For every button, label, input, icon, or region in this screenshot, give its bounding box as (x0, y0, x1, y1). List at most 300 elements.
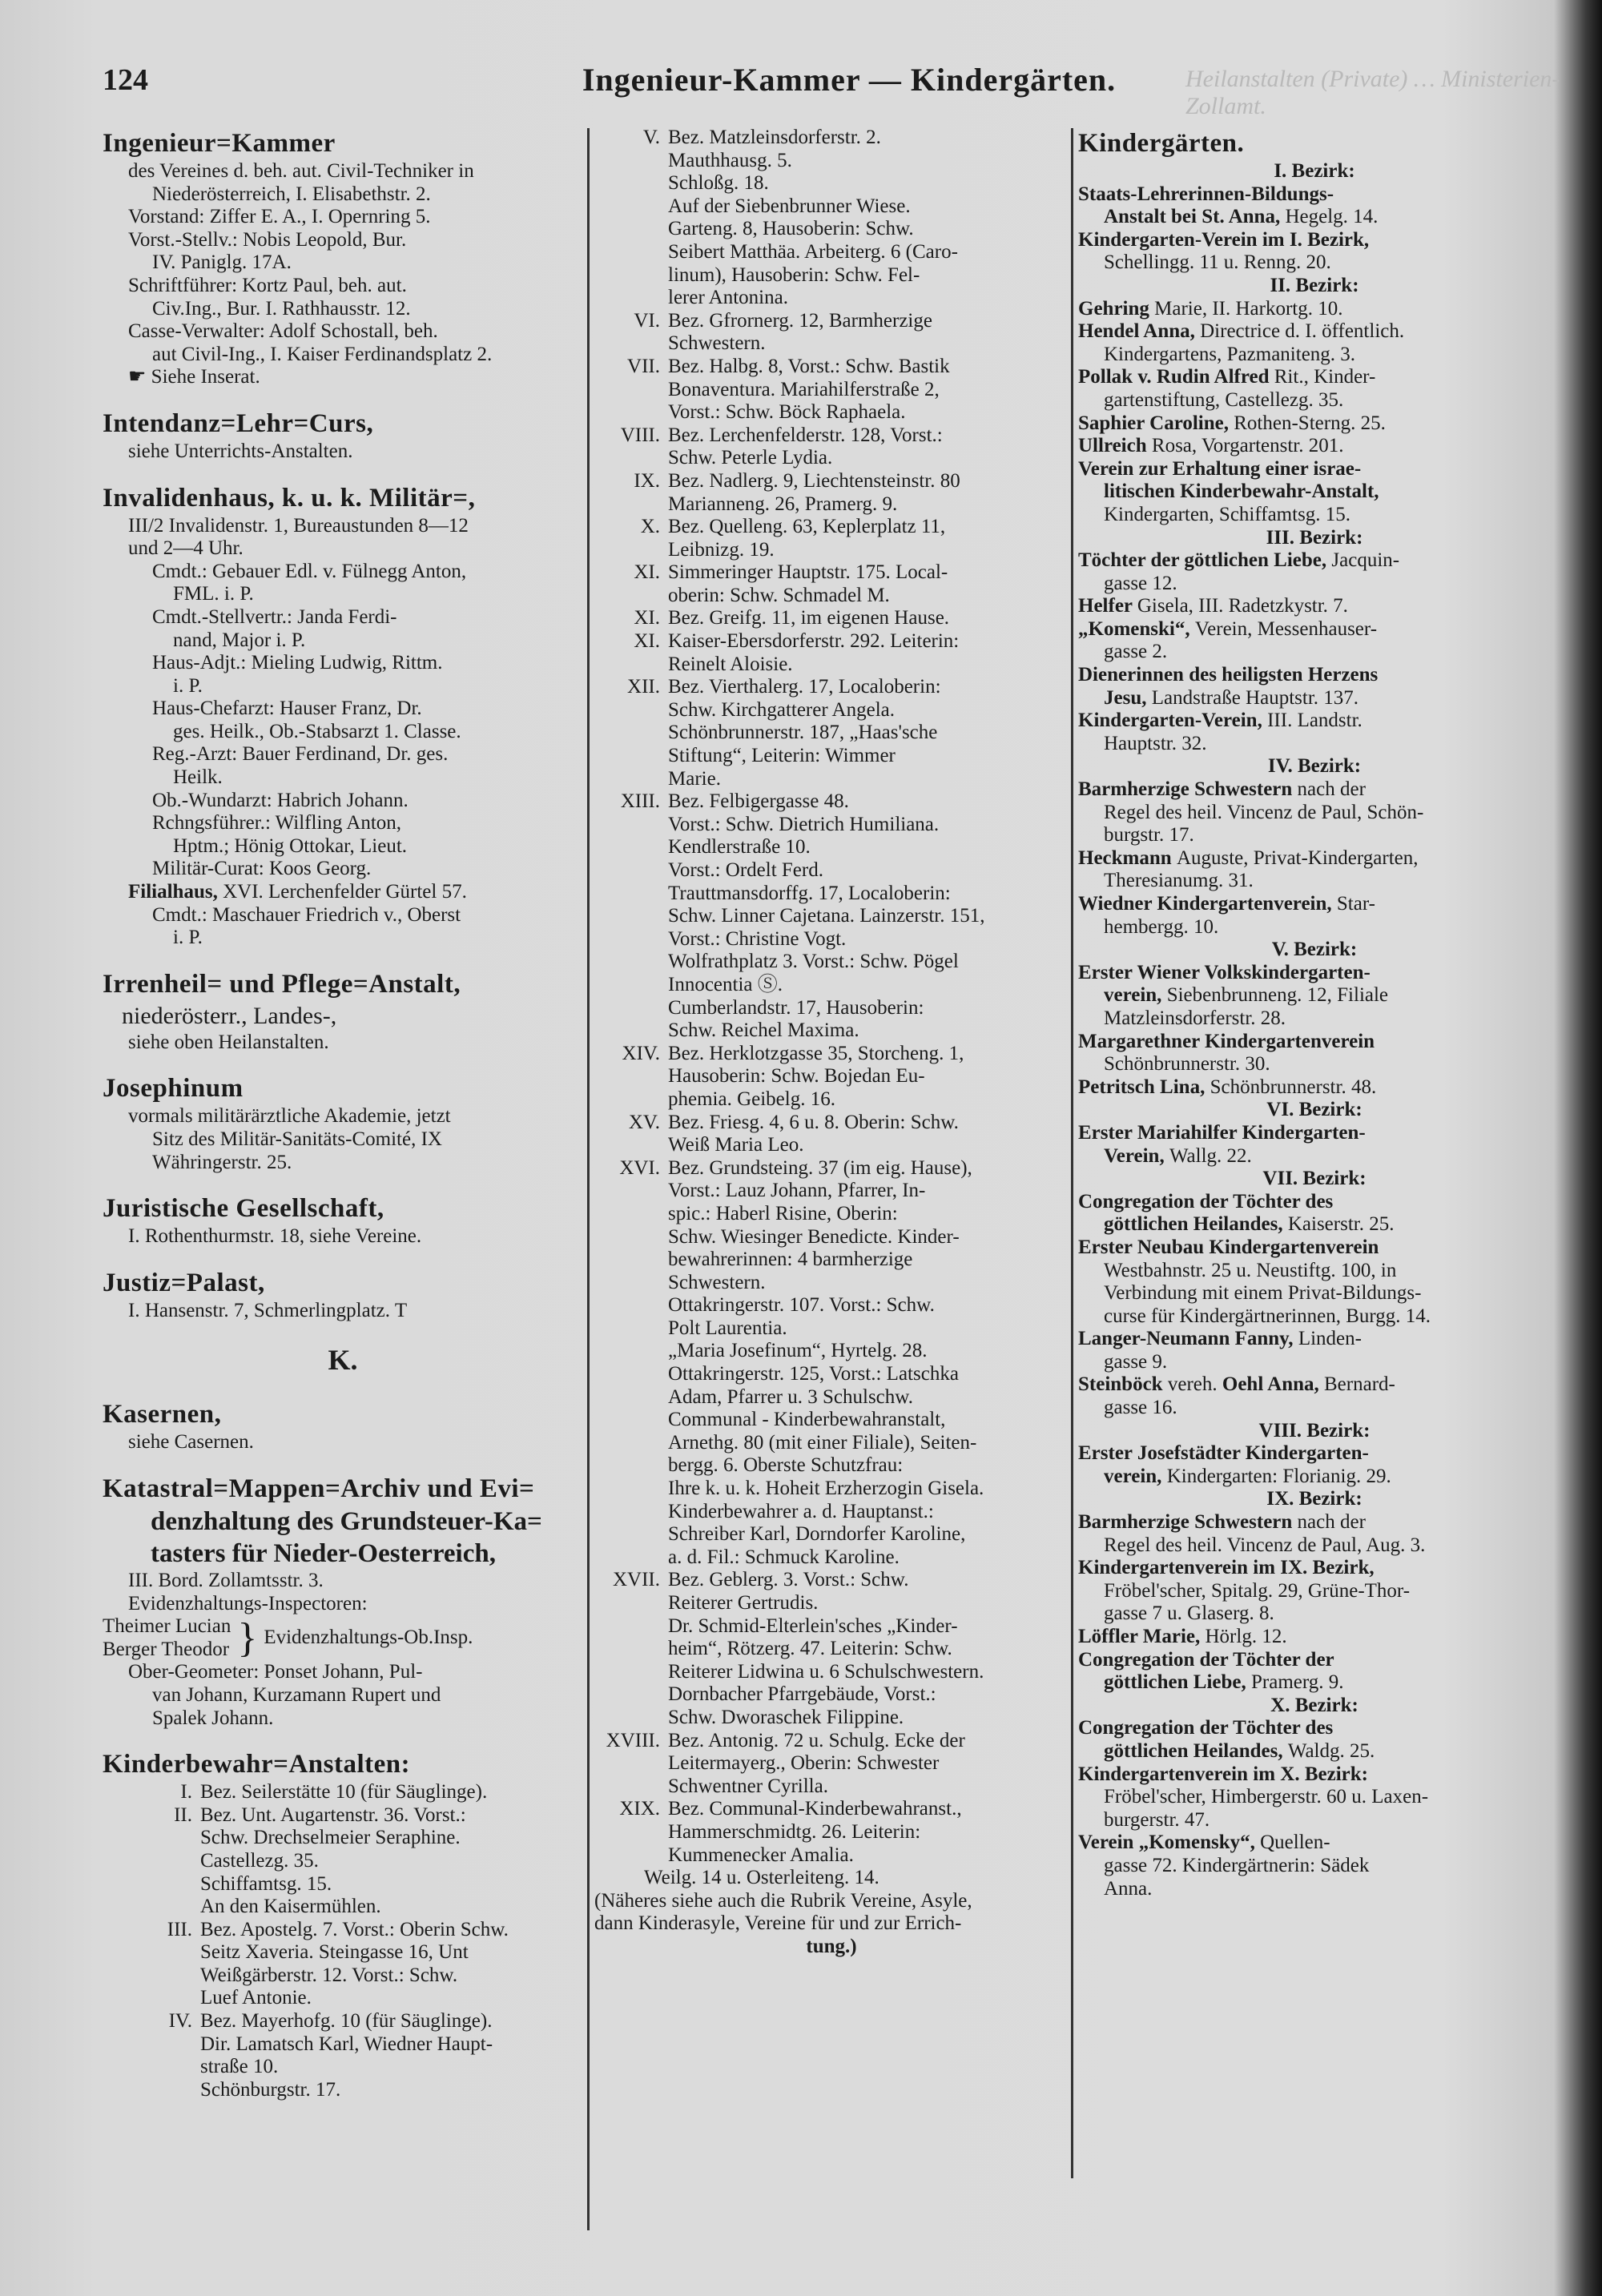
entry-text: X. Bezirk: (1270, 1694, 1358, 1716)
entry-line (594, 883, 1069, 906)
entry-text: Rothen-Sterng. 25. (1234, 412, 1386, 434)
entry-text: Kinderbewahr=Anstalten: (103, 1750, 411, 1779)
entry-text: Seibert Matthäa. Arbeiterg. 6 (Caro- (668, 240, 958, 263)
bold-name: Ullreich (1078, 435, 1152, 457)
district-numeral: XII. (627, 676, 660, 698)
running-header: Ingenieur-Kammer — Kindergärten. (582, 62, 1117, 98)
column-left (103, 127, 583, 2101)
entry-text: Star- (1336, 893, 1375, 915)
entry-line (1078, 1671, 1551, 1695)
district-heading (1078, 1099, 1551, 1122)
entry-line (103, 790, 583, 813)
entry-line (1078, 595, 1551, 618)
bold-name: Erster Neubau Kindergartenverein (1078, 1236, 1379, 1258)
entry-text: Stiftung“, Leiterin: Wimmer (668, 745, 896, 767)
entry-line (103, 515, 583, 538)
entry-text: Schw. Dworaschek Filippine. (668, 1706, 904, 1728)
entry-text: I. Rothenthurmstr. 18, siehe Vereine. (128, 1225, 422, 1248)
entry-text: III. Bord. Zollamtsstr. 3. (128, 1569, 324, 1591)
entry-line (1078, 1260, 1551, 1283)
entry-text: Reg.-Arzt: Bauer Ferdinand, Dr. ges. (152, 743, 449, 766)
entry-text: Schw. Kirchgatterer Angela. (668, 698, 895, 721)
entry-text: Adam, Pfarrer u. 3 Schulschw. (668, 1385, 913, 1408)
entry-text: gasse 72. Kindergärtnerin: Sädek (1104, 1854, 1370, 1876)
spacer (103, 464, 583, 481)
entry-line (594, 1912, 1069, 1936)
entry-line (1078, 1282, 1551, 1305)
entry-line (1078, 1397, 1551, 1420)
entry-line (1078, 1213, 1551, 1236)
entry-text: Kinderbewahrer a. d. Hauptanst.: (668, 1500, 934, 1522)
entry-line (594, 424, 1069, 448)
entry-text: „Maria Josefinum“, Hyrtelg. 28. (668, 1340, 928, 1362)
entry-text: nach der (1297, 1511, 1366, 1534)
entry-text: gasse 12. (1104, 572, 1177, 594)
entry-line (594, 836, 1069, 859)
entry-text: Polt Laurentia. (668, 1317, 787, 1339)
entry-line (594, 470, 1069, 493)
district-heading (1078, 939, 1551, 962)
entry-text: siehe Casernen. (128, 1431, 254, 1454)
entry-text: heim“, Rötzerg. 47. Leiterin: Schw. (668, 1638, 952, 1660)
entry-text: Siebenbrunneng. 12, Filiale (1166, 984, 1389, 1007)
entry-text: Hammerschmidtg. 26. Leiterin: (668, 1820, 921, 1843)
entry-line (103, 1593, 583, 1616)
entry-line (594, 1180, 1069, 1203)
district-numeral: XVIII. (606, 1729, 660, 1751)
entry-text: Invalidenhaus, k. u. k. Militär=, (103, 483, 476, 513)
person-name: Berger Theodor (103, 1638, 230, 1660)
entry-text: Kaiserstr. 25. (1287, 1213, 1395, 1236)
spacer (103, 1322, 583, 1340)
entry-line (1078, 251, 1551, 275)
entry-line (1078, 733, 1551, 756)
entry-line (594, 676, 1069, 699)
entry-text: Fröbel'scher, Himbergerstr. 60 u. Laxen- (1104, 1786, 1429, 1808)
bold-name: Jesu, (1104, 686, 1152, 709)
entry-text: a. d. Fil.: Schmuck Karoline. (668, 1546, 900, 1568)
entry-text: Gisela, III. Radetzkystr. 7. (1137, 595, 1348, 617)
entry-text: Rit., Kinder- (1274, 366, 1376, 388)
entry-line (1078, 1145, 1551, 1168)
entry-line (1078, 664, 1551, 687)
entry-line (1078, 229, 1551, 252)
entry-text: Schwestern. (668, 332, 766, 355)
entry-line (103, 1340, 583, 1380)
entry-line (103, 1941, 583, 1964)
entry-text: gasse 16. (1104, 1397, 1177, 1419)
entry-text: Bez. Seilerstätte 10 (für Säuglinge). (200, 1781, 488, 1803)
entry-text: nach der (1297, 778, 1366, 801)
entry-text: Regel des heil. Vincenz de Paul, Aug. 3. (1104, 1534, 1426, 1556)
entry-line (1078, 1007, 1551, 1031)
entry-line (594, 1249, 1069, 1272)
entry-text: Vorst.-Stellv.: Nobis Leopold, Bur. (128, 228, 407, 251)
entry-text: gasse 2. (1104, 641, 1168, 663)
entry-text: Directrice d. I. öffentlich. (1200, 320, 1405, 343)
entry-line (103, 1615, 583, 1661)
entry-line (594, 264, 1069, 288)
bold-name: göttlichen Heilandes, (1104, 1739, 1288, 1762)
entry-line (594, 1844, 1069, 1868)
entry-line (103, 2010, 583, 2033)
entry-line (1078, 870, 1551, 893)
entry-text: vereh. (1167, 1373, 1222, 1396)
bold-name: Saphier Caroline, (1078, 412, 1234, 434)
entry-line (103, 183, 583, 207)
bold-name: Kindergarten-Verein, (1078, 710, 1268, 732)
entry-line (103, 366, 583, 389)
entry-line (594, 1203, 1069, 1226)
entry-line (1078, 824, 1551, 847)
entry-text: burgerstr. 47. (1104, 1808, 1210, 1831)
entry-text: Schönbrunnerstr. 48. (1210, 1076, 1377, 1098)
entry-line (594, 951, 1069, 974)
bold-name: Verein „Komensky“, (1078, 1832, 1261, 1854)
entry-line (594, 150, 1069, 173)
entry-text: Dir. Lamatsch Karl, Wiedner Haupt- (200, 2033, 493, 2055)
entry-heading (103, 967, 583, 1001)
entry-text: VI. Bezirk: (1266, 1099, 1363, 1121)
column-divider (587, 128, 590, 2230)
bold-name: „Komenski“, (1078, 617, 1195, 640)
entry-line (103, 1707, 583, 1731)
entry-text: XVI. Lerchenfelder Gürtel 57. (223, 881, 467, 903)
entry-text: Bez. Nadlerg. 9, Liechtensteinstr. 80 (668, 469, 960, 492)
entry-line (594, 1363, 1069, 1386)
entry-text: Garteng. 8, Hausoberin: Schw. (668, 218, 914, 240)
entry-text: Justiz=Palast, (103, 1268, 265, 1297)
entry-line (594, 310, 1069, 333)
entry-line (103, 652, 583, 675)
entry-text: Luef Antonie. (200, 1987, 312, 2009)
entry-text: spic.: Haberl Risine, Oberin: (668, 1202, 898, 1224)
entry-text: Vorst.: Lauz Johann, Pfarrer, In- (668, 1180, 926, 1202)
district-numeral: XVI. (619, 1156, 660, 1179)
bold-name: Congregation der Töchter des (1078, 1717, 1334, 1739)
entry-text: Sitz des Militär-Sanitäts-Comité, IX (152, 1128, 442, 1150)
entry-line (103, 927, 583, 950)
entry-line (594, 1752, 1069, 1775)
entry-text: oberin: Schw. Schmadel M. (668, 584, 890, 606)
entry-text: Hegelg. 14. (1285, 206, 1379, 228)
entry-line (103, 1128, 583, 1152)
entry-text: Communal - Kinderbewahranstalt, (668, 1409, 946, 1431)
entry-text: Rchngsführer.: Wilfling Anton, (152, 812, 402, 834)
entry-text: IV. Paniglg. 17A. (152, 251, 292, 274)
district-numeral: XIII. (620, 790, 660, 813)
bold-name: Erster Josefstädter Kindergarten- (1078, 1442, 1369, 1465)
entry-text: Bez. Matzleinsdorferstr. 2. (668, 127, 881, 148)
entry-line (1078, 1809, 1551, 1832)
bold-name: Verein zur Erhaltung einer israe- (1078, 457, 1362, 480)
district-heading (1078, 1168, 1551, 1191)
entry-line (1078, 916, 1551, 939)
bold-name: tasters (151, 1538, 232, 1568)
entry-text: Verbindung mit einem Privat-Bildungs- (1104, 1282, 1422, 1305)
entry-line (594, 768, 1069, 791)
entry-heading (103, 1747, 583, 1781)
entry-text: Reiterer Gertrudis. (668, 1592, 819, 1614)
entry-line (594, 1409, 1069, 1432)
entry-line (594, 1317, 1069, 1341)
entry-line (103, 904, 583, 927)
entry-line (1078, 802, 1551, 825)
column-right (1078, 127, 1551, 1900)
entry-line (594, 401, 1069, 424)
entry-text: Theresianumg. 31. (1104, 870, 1254, 892)
entry-text: Schreiber Karl, Dorndorfer Karoline, (668, 1523, 966, 1546)
entry-line (594, 1638, 1069, 1661)
entry-line (594, 1890, 1069, 1913)
entry-line (1078, 1740, 1551, 1763)
entry-text: IX. Bezirk: (1266, 1488, 1363, 1510)
entry-line (594, 1821, 1069, 1844)
entry-line (1078, 1466, 1551, 1489)
entry-text: Rosa, Vorgartenstr. 201. (1151, 435, 1344, 457)
entry-text: Intendanz=Lehr=Curs, (103, 408, 374, 438)
entry-text: Schloßg. 18. (668, 172, 769, 195)
entry-line (103, 440, 583, 464)
entry-text: Juristische Gesellschaft, (103, 1194, 384, 1224)
district-numeral: II. (174, 1803, 192, 1826)
entry-text: (Näheres siehe auch die Rubrik Vereine, Asyle, (594, 1889, 972, 1912)
entry-text: Niederösterreich, I. Elisabethstr. 2. (152, 183, 431, 205)
entry-text: Civ.Ing., Bur. I. Rathhausstr. 12. (152, 297, 411, 320)
entry-text: Kummenecker Amalia. (668, 1844, 854, 1866)
entry-text: Cmdt.: Gebauer Edl. v. Fülnegg Anton, (152, 560, 467, 582)
entry-line (103, 1684, 583, 1707)
entry-line (594, 928, 1069, 951)
entry-line (594, 561, 1069, 585)
entry-text: i. P. (173, 674, 203, 697)
entry-line (1078, 710, 1551, 733)
entry-heading (103, 1192, 583, 1225)
district-numeral: XV. (628, 1111, 660, 1133)
district-heading (1078, 1420, 1551, 1443)
entry-text: IV. Bezirk: (1267, 755, 1362, 778)
entry-line (594, 1157, 1069, 1180)
entry-text: V. Bezirk: (1271, 939, 1358, 961)
entry-line (1078, 1534, 1551, 1558)
bold-name: Petritsch Lina, (1078, 1076, 1210, 1098)
entry-text: Kindergärten. (1078, 129, 1245, 158)
bold-name: Langer-Neumann Fanny, (1078, 1328, 1298, 1350)
district-numeral: V. (642, 127, 660, 148)
entry-text: Heilk. (173, 766, 223, 789)
entry-text: K. (328, 1344, 358, 1377)
entry-line (103, 561, 583, 584)
entry-line (1078, 1511, 1551, 1534)
bold-name: Congregation der Töchter des (1078, 1190, 1334, 1212)
bold-name: göttlichen Heilandes, (1104, 1213, 1288, 1236)
entry-text: Kindergartens, Pazmaniteng. 3. (1104, 343, 1356, 365)
entry-line (103, 229, 583, 252)
entry-line (1078, 1626, 1551, 1649)
entry-line (594, 1615, 1069, 1639)
bold-name: verein, (1104, 1465, 1167, 1487)
entry-line (103, 320, 583, 344)
entry-text: straße 10. (200, 2056, 279, 2078)
entry-line (594, 172, 1069, 195)
entry-text: Währingerstr. 25. (152, 1151, 292, 1173)
entry-text: Weißgärberstr. 12. Vorst.: Schw. (200, 1964, 458, 1986)
entry-text: Weilg. 14 u. Osterleiteng. 14. (644, 1867, 879, 1889)
entry-text: Schw. Reichel Maxima. (668, 1019, 859, 1042)
entry-line (103, 1804, 583, 1828)
entry-heading (103, 1538, 583, 1570)
entry-text: Hptm.; Hönig Ottokar, Lieut. (173, 834, 408, 857)
entry-text: Marianneng. 26, Pramerg. 9. (668, 493, 898, 515)
entry-text: gartenstiftung, Castellezg. 35. (1104, 388, 1344, 411)
entry-text: Irrenheil= und Pflege=Anstalt, (103, 969, 461, 999)
entry-text: Schönbrunnerstr. 30. (1104, 1053, 1270, 1076)
bold-name: Helfer (1078, 595, 1137, 617)
entry-line (1078, 549, 1551, 573)
entry-text: Bez. Gfrornerg. 12, Barmherzige (668, 309, 932, 332)
entry-line (103, 537, 583, 561)
entry-line (103, 1570, 583, 1593)
entry-text: Matzleinsdorferstr. 28. (1104, 1007, 1286, 1029)
entry-line (594, 1134, 1069, 1157)
entry-line (103, 1031, 583, 1055)
entry-line (594, 1478, 1069, 1501)
entry-text: Verein, Messenhauser- (1194, 617, 1378, 640)
entry-line (594, 539, 1069, 562)
entry-text: Wolfrathplatz 3. Vorst.: Schw. Pögel (668, 951, 959, 973)
brace-names (103, 1615, 231, 1661)
entry-text: Westbahnstr. 25 u. Neustiftg. 100, in (1104, 1259, 1397, 1281)
entry-line (103, 766, 583, 790)
entry-text: Pramerg. 9. (1251, 1671, 1344, 1694)
entry-line (594, 1226, 1069, 1249)
district-numeral: XVII. (612, 1569, 660, 1591)
bold-name: Dienerinnen des heiligsten Herzens (1078, 664, 1379, 686)
bold-name: Anstalt bei St. Anna, (1104, 206, 1286, 228)
entry-text: van Johann, Kurzamann Rupert und (152, 1683, 441, 1706)
entry-text: Schwestern. (668, 1271, 766, 1293)
entry-line (1078, 206, 1551, 229)
entry-text: Kindergarten: Florianig. 29. (1166, 1465, 1391, 1487)
entry-line (594, 1501, 1069, 1524)
entry-line (1078, 1122, 1551, 1145)
bold-name: Wiedner Kindergartenverein, (1078, 893, 1337, 915)
district-numeral: III. (167, 1918, 192, 1940)
entry-text: nand, Major i. P. (173, 629, 306, 651)
entry-text: ☛ Siehe Inserat. (128, 366, 260, 388)
entry-line (594, 1088, 1069, 1112)
entry-line (1078, 320, 1551, 344)
district-heading (1078, 1695, 1551, 1718)
entry-text: Fröbel'scher, Spitalg. 29, Grüne-Thor- (1104, 1579, 1411, 1602)
entry-text: Dr. Schmid-Elterlein'sches „Kinder- (668, 1614, 958, 1637)
spacer (103, 1380, 583, 1397)
entry-line (103, 1964, 583, 1988)
entry-text: Waldg. 25. (1287, 1739, 1375, 1762)
entry-line (103, 583, 583, 606)
entry-line (1078, 1786, 1551, 1809)
entry-text: siehe oben Heilanstalten. (128, 1031, 329, 1053)
entry-line (594, 1546, 1069, 1570)
brace-label: Evidenzhaltungs-Ob.Insp. (264, 1627, 473, 1649)
entry-line (1078, 1580, 1551, 1603)
entry-line (103, 858, 583, 881)
entry-text: Vorst.: Ordelt Ferd. (668, 859, 823, 881)
entry-text: Ob.-Wundarzt: Habrich Johann. (152, 789, 409, 811)
entry-text: Bernard- (1324, 1373, 1395, 1396)
entry-text: tung.) (806, 1935, 857, 1957)
entry-text: Kasernen, (103, 1400, 222, 1429)
entry-line (594, 905, 1069, 928)
entry-line (103, 606, 583, 629)
entry-text: Bez. Friesg. 4, 6 u. 8. Oberin: Schw. (668, 1111, 959, 1133)
bold-name: verein, (1104, 984, 1167, 1007)
entry-line (594, 790, 1069, 814)
entry-line (1078, 618, 1551, 641)
entry-text: linum), Hausoberin: Schw. Fel- (668, 263, 920, 286)
bold-name: litischen Kinderbewahr-Anstalt, (1104, 481, 1379, 503)
entry-line (594, 699, 1069, 722)
entry-line (594, 1043, 1069, 1066)
entry-line (594, 722, 1069, 745)
entry-heading (1078, 127, 1551, 160)
entry-line (594, 1592, 1069, 1615)
entry-text: Vorstand: Ziffer E. A., I. Opernring 5. (128, 206, 431, 228)
entry-line (594, 997, 1069, 1020)
entry-line (1078, 366, 1551, 389)
entry-text: Schriftführer: Kortz Paul, beh. aut. (128, 274, 407, 296)
entry-line (1078, 962, 1551, 985)
entry-line (1078, 1649, 1551, 1672)
entry-text: bewahrerinnen: 4 barmherzige (668, 1249, 913, 1271)
entry-text: Ihre k. u. k. Hoheit Erzherzogin Gisela. (668, 1478, 984, 1500)
entry-text: Schw. Wiesinger Benedicte. Kinder- (668, 1225, 960, 1248)
entry-line (103, 835, 583, 858)
entry-text: Schiffamtsg. 15. (200, 1872, 332, 1895)
entry-line (594, 1707, 1069, 1730)
person-name: Theimer Lucian (103, 1615, 231, 1638)
entry-text: Ottakringerstr. 107. Vorst.: Schw. (668, 1294, 935, 1317)
entry-heading (103, 1266, 583, 1300)
entry-text: Bez. Grundsteing. 37 (im eig. Hause), (668, 1156, 972, 1179)
entry-text: Simmeringer Hauptstr. 175. Local- (668, 561, 948, 584)
entry-text: Bez. Unt. Augartenstr. 36. Vorst.: (200, 1803, 466, 1826)
bold-name: Erster Mariahilfer Kindergarten- (1078, 1121, 1366, 1144)
entry-line (1078, 458, 1551, 481)
entry-line (103, 344, 583, 367)
entry-line (594, 585, 1069, 608)
entry-line (594, 287, 1069, 310)
entry-line (594, 332, 1069, 356)
entry-text: Hörlg. 12. (1205, 1626, 1287, 1647)
spacer (103, 1054, 583, 1072)
entry-text: Trauttmansdorffg. 17, Localoberin: (668, 882, 951, 904)
entry-line (1078, 344, 1551, 367)
district-heading (1078, 160, 1551, 183)
entry-text: Bez. Communal-Kinderbewahranst., (668, 1798, 962, 1820)
entry-line (103, 251, 583, 275)
entry-text: für Nieder-Oesterreich, (231, 1538, 496, 1568)
bold-name: Erster Wiener Volkskindergarten- (1078, 961, 1371, 983)
entry-text: und 2—4 Uhr. (128, 537, 244, 560)
entry-text: Bez. Greifg. 11, im eigenen Hause. (668, 607, 950, 629)
entry-text: burgstr. 17. (1104, 824, 1194, 846)
entry-text: VIII. Bezirk: (1258, 1419, 1371, 1442)
bold-name: Congregation der Töchter der (1078, 1648, 1334, 1671)
entry-text: Innocentia Ⓢ. (668, 973, 783, 995)
entry-line (594, 630, 1069, 653)
entry-line (103, 1105, 583, 1128)
